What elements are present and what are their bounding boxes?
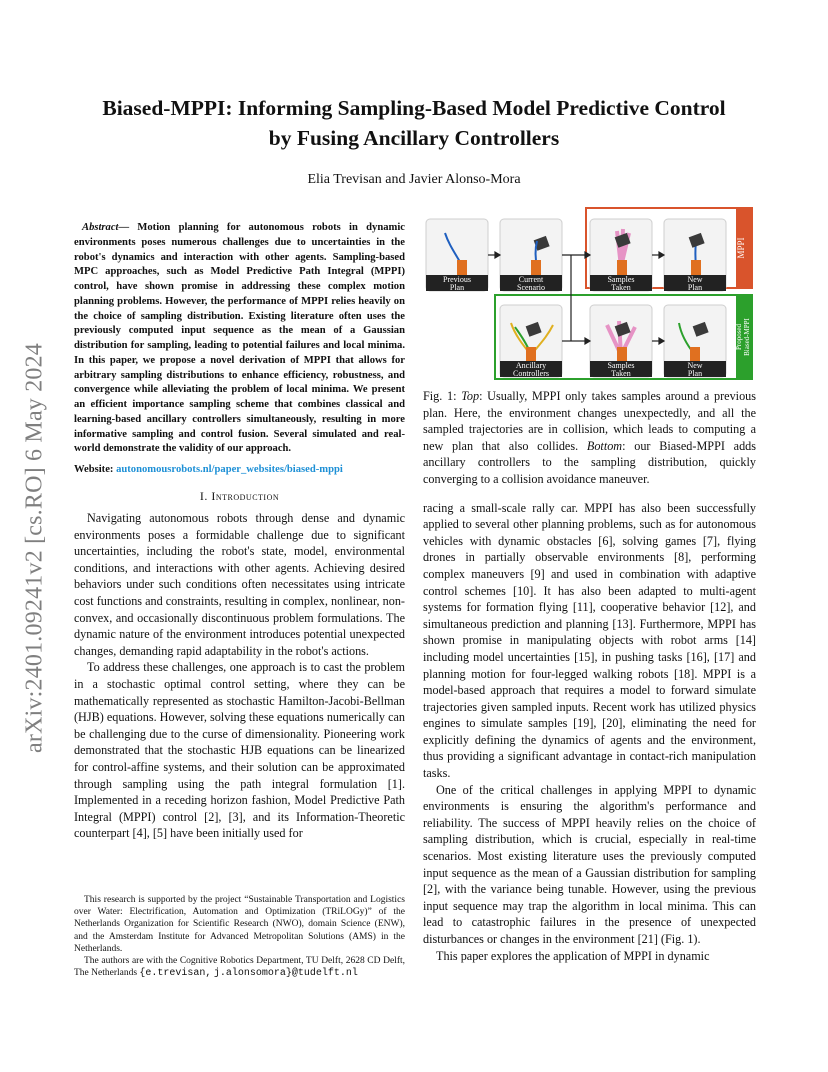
- footnote-email-1: {e.trevisan,: [139, 968, 212, 980]
- arxiv-identifier: [22, 285, 48, 810]
- footnote-funding: This research is supported by the project “Sustainable Transportation and Logistics over Water: Electrification, Automation and Optimization (TRiLOGy)” of the Netherlands Organization for Scientific Research (NWO), domain Science (ENW), and the Amsterdam Institute for Advanced Metropolitan Solutions (AMS) in the Netherlands.: [74, 895, 405, 954]
- caption-label: Fig. 1:: [423, 389, 457, 403]
- arxiv-identifier-text: arXiv:2401.09241v2 [cs.RO] 6 May 2024: [21, 342, 48, 753]
- label-new-bottom-1: New: [687, 361, 703, 370]
- title-line-1: Biased-MPPI: Informing Sampling-Based Model Predictive Control: [102, 96, 726, 120]
- paper-title: [60, 93, 768, 153]
- intro-paragraph-1: Navigating autonomous robots through dense and dynamic environments poses a formidable challenge due to significant uncertainties, including the robot's state, model, environmental conditions, and interactions with other agents. Achieving desired behaviors under such conditions often necessitates using intricate cost functions and constraints, resulting in complex, nonlinear, non-convex, and occasionally discontinuous problem formulations. The dynamic nature of the environment introduces potential unexpected changes, demanding rapid adaptability in the robot's actions.: [74, 511, 405, 658]
- footnote-affiliation: [74, 955, 405, 980]
- author-list: Elia Trevisan and Javier Alonso-Mora: [307, 172, 521, 187]
- right-paragraph-2: One of the critical challenges in applying MPPI to dynamic environments is ensuring the algorithm's performance and reliability. The success of MPPI heavily relies on the choice of sampling distribution, which is crucial, especially in real-time scenarios. Most existing literature uses the previously computed input sequence as the mean of a Gaussian distribution for sampling [2], with the variance being tunable. However, using the previous input sequence may trap the algorithm in local minima. This can lead to catastrophic failures in the presence of unexpected disturbances or changes in the environment [21] (Fig. 1).: [423, 782, 756, 946]
- abstract: [74, 221, 405, 457]
- section-title: Introduction: [211, 489, 280, 503]
- right-paragraph-3: This paper explores the application of MPPI in dynamic: [436, 948, 710, 963]
- figure-1: [423, 205, 756, 381]
- footnote-email-2: j.alonsomora}@tudelft.nl: [213, 968, 358, 980]
- panel-current-scenario: [500, 219, 562, 292]
- left-column: [74, 215, 405, 842]
- abstract-label: Abstract: [82, 222, 119, 233]
- label-previous-1: Previous: [443, 275, 471, 284]
- section-number: I.: [199, 489, 208, 503]
- caption-bottom-label: Bottom: [586, 438, 623, 453]
- footnotes: [74, 894, 405, 980]
- label-new-bottom-2: Plan: [687, 369, 703, 378]
- panel-new-plan-top: [664, 219, 726, 292]
- label-samples-top-2: Taken: [611, 283, 631, 292]
- panel-previous-plan: [426, 219, 488, 292]
- label-samples-top-1: Samples: [607, 275, 635, 284]
- section-heading-introduction: [74, 489, 405, 504]
- biased-label-2: Biased-MPPI: [743, 318, 751, 356]
- website-link[interactable]: autonomousrobots.nl/paper_websites/biased-mppi: [116, 464, 343, 475]
- label-current-1: Current: [518, 275, 544, 284]
- right-paragraph-1: racing a small-scale rally car. MPPI has also been successfully applied to several other planning problems, such as for autonomous vehicles with dynamic obstacles [6], solving games [7], flying drones in partially observable environments [8], performing complex maneuvers [9] and used in combination with adaptive control schemes [10]. It has also been adapted to multi-agent systems for formation flying [11], cooperative behavior [12], and simultaneous prediction and planning [13]. Furthermore, MPPI has shown promise in manipulating objects with robot arms [14] including model uncertainties [15], in pushing tasks [16], [17] and planning motion for four-legged walking robots [18]. MPPI is a model-based approach that requires a model to forward simulate trajectories given sampled inputs. Recent work has utilized physics engines to simulate samples [19], [20], eliminating the need for explicitly defining the dynamics of agents and the environment, thus providing a significant advantage in contact-rich manipulation tasks.: [423, 500, 756, 781]
- label-current-2: Scenario: [517, 283, 545, 292]
- footnote-authors-text: The authors are with the Cognitive Robotics Department, TU Delft, 2628 CD Delft, The Netherlands: [74, 956, 405, 979]
- figure-1-diagram: [423, 205, 756, 381]
- caption-text-1: : Usually, MPPI only takes samples around a previous plan. Here, the environment changes unexpectedly, and all the sampled trajectories are in collision, which leads to computing a new plan that also collides.: [423, 389, 756, 453]
- label-samples-bottom-1: Samples: [607, 361, 635, 370]
- caption-text-2: : our Biased-MPPI adds ancillary controllers to the sampling distribution, quickly converging to a collision avoidance maneuver.: [423, 438, 756, 486]
- right-body: [423, 500, 756, 965]
- website-line: [74, 464, 405, 475]
- biased-label-1: Proposed: [735, 323, 743, 351]
- right-column: [423, 205, 756, 964]
- label-samples-bottom-2: Taken: [611, 369, 631, 378]
- label-new-top-2: Plan: [687, 283, 703, 292]
- abstract-text: — Motion planning for autonomous robots in dynamic environments poses numerous challenges due to uncertainties in the robot's dynamics and interaction with other agents. Sampling-based MPC approaches, such as Model Predictive Path Integral (MPPI) control, have shown promise in addressing these complex motion planning problems. However, the performance of MPPI relies heavily on the choice of sampling distribution. Existing literature often uses the previously computed input sequence as the mean of a Gaussian distribution for sampling, leading to potential failures and local minima. In this paper, we propose a novel derivation of MPPI that allows for arbitrary sampling distributions to enhance efficiency, robustness, and convergence while alleviating the problem of local minima. We present an efficient importance sampling scheme that combines classical and learning-based ancillary controllers simultaneously, resulting in more informative sampling and control fusion. Several simulated and real-world demonstrate the validity of our approach.: [74, 222, 405, 455]
- label-ancillary-1: Ancillary: [515, 361, 547, 370]
- intro-paragraph-2: To address these challenges, one approach is to cast the problem in a stochastic optimal control setting, where they can be mathematically represented as stochastic Hamilton-Jacobi-Bellman (HJB) equations. However, solving these equations numerically can be challenging due to the curse of dimensionality. Pioneering work demonstrated that the stochastic HJB equations can be linearized for control-affine systems, and their solution can be approximated through sampling using the path integral formulation [1]. Implemented in a receding horizon fashion, Model Predictive Path Integral (MPPI) control [2], [3], and its Information-Theoretic counterpart [4], [5] have been initially used for: [74, 660, 405, 841]
- panel-samples-taken-bottom: [590, 305, 652, 378]
- panel-ancillary-controllers: [500, 305, 562, 378]
- title-line-2: by Fusing Ancillary Controllers: [268, 126, 560, 150]
- panel-samples-taken-top: [590, 219, 652, 292]
- website-label: Website:: [74, 464, 114, 475]
- label-new-top-1: New: [687, 275, 703, 284]
- caption-top-label: Top: [461, 389, 480, 403]
- label-ancillary-2: Controllers: [513, 369, 549, 378]
- mppi-label: MPPI: [736, 237, 746, 259]
- figure-1-caption: [423, 388, 756, 488]
- label-previous-2: Plan: [449, 283, 465, 292]
- panel-new-plan-bottom: [664, 305, 726, 378]
